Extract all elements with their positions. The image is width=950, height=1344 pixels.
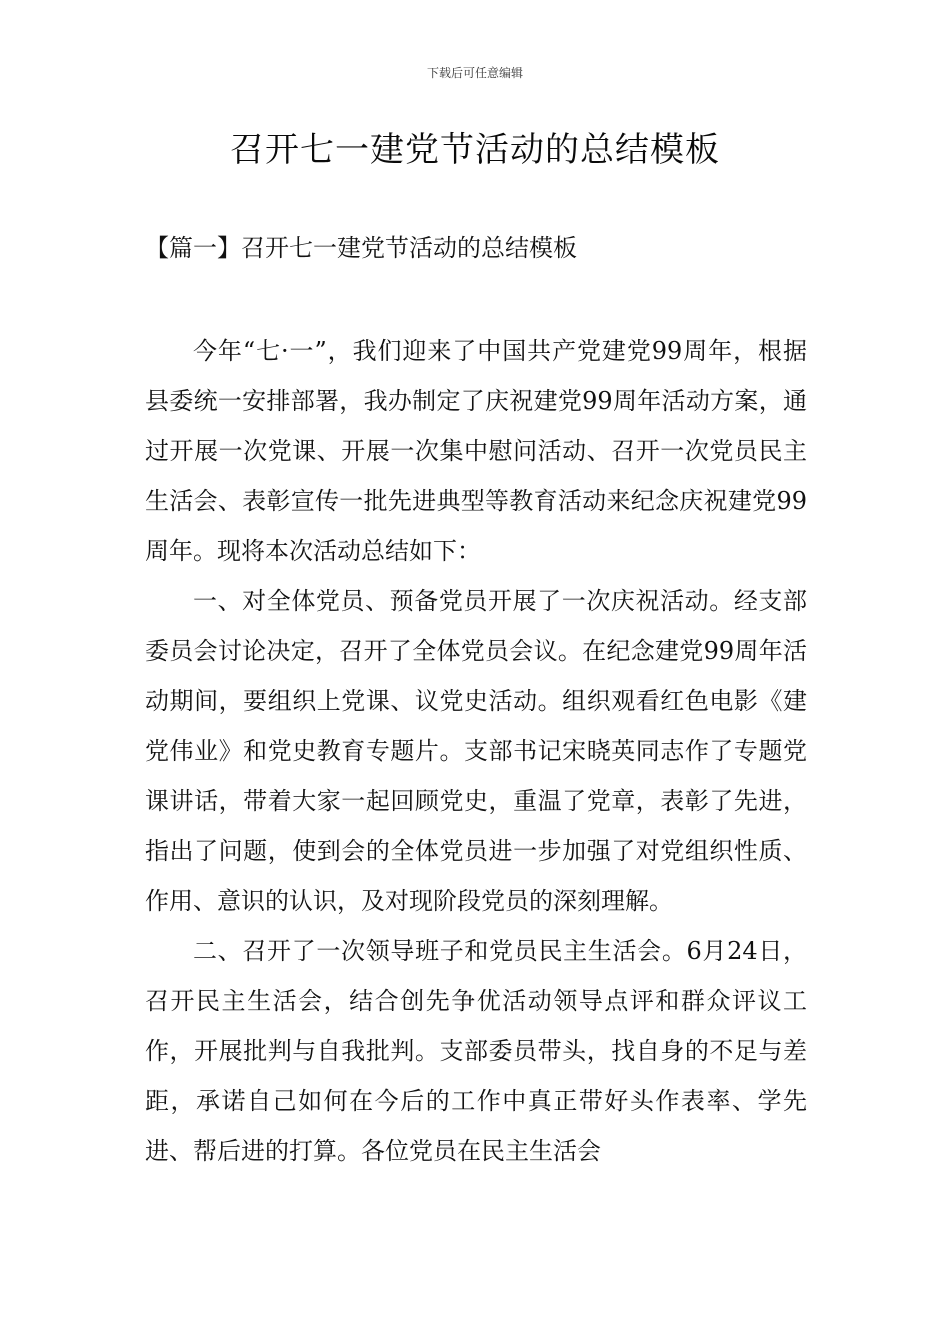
paragraph-2: 一、对全体党员、预备党员开展了一次庆祝活动。经支部委员会讨论决定，召开了全体党员会议。在纪念建党99周年活动期间，要组织上党课、议党史活动。组织观看红色电影《建党伟业》和党史教育专题片。支部书记宋晓英同志作了专题党课讲话，带着大家一起回顾党史，重温了党章，表彰了先进，指出了问题，使到会的全体党员进一步加强了对党组织性质、作用、意识的认识，及对现阶段党员的深刻理解。: [145, 587, 807, 915]
body-text: [145, 326, 807, 1176]
section-heading: 【篇一】召开七一建党节活动的总结模板: [145, 234, 577, 262]
document-title: 召开七一建党节活动的总结模板: [230, 130, 720, 170]
paragraph-1: 今年“七·一”，我们迎来了中国共产党建党99周年，根据县委统一安排部署，我办制定了庆祝建党99周年活动方案，通过开展一次党课、开展一次集中慰问活动、召开一次党员民主生活会、表彰宣传一批先进典型等教育活动来纪念庆祝建党99周年。现将本次活动总结如下：: [145, 337, 807, 565]
paragraph-3: 二、召开了一次领导班子和党员民主生活会。6月24日，召开民主生活会，结合创先争优活动领导点评和群众评议工作，开展批判与自我批判。支部委员带头，找自身的不足与差距，承诺自己如何在今后的工作中真正带好头作表率、学先进、帮后进的打算。各位党员在民主生活会: [145, 937, 807, 1165]
header-note: 下载后可任意编辑: [426, 66, 523, 80]
